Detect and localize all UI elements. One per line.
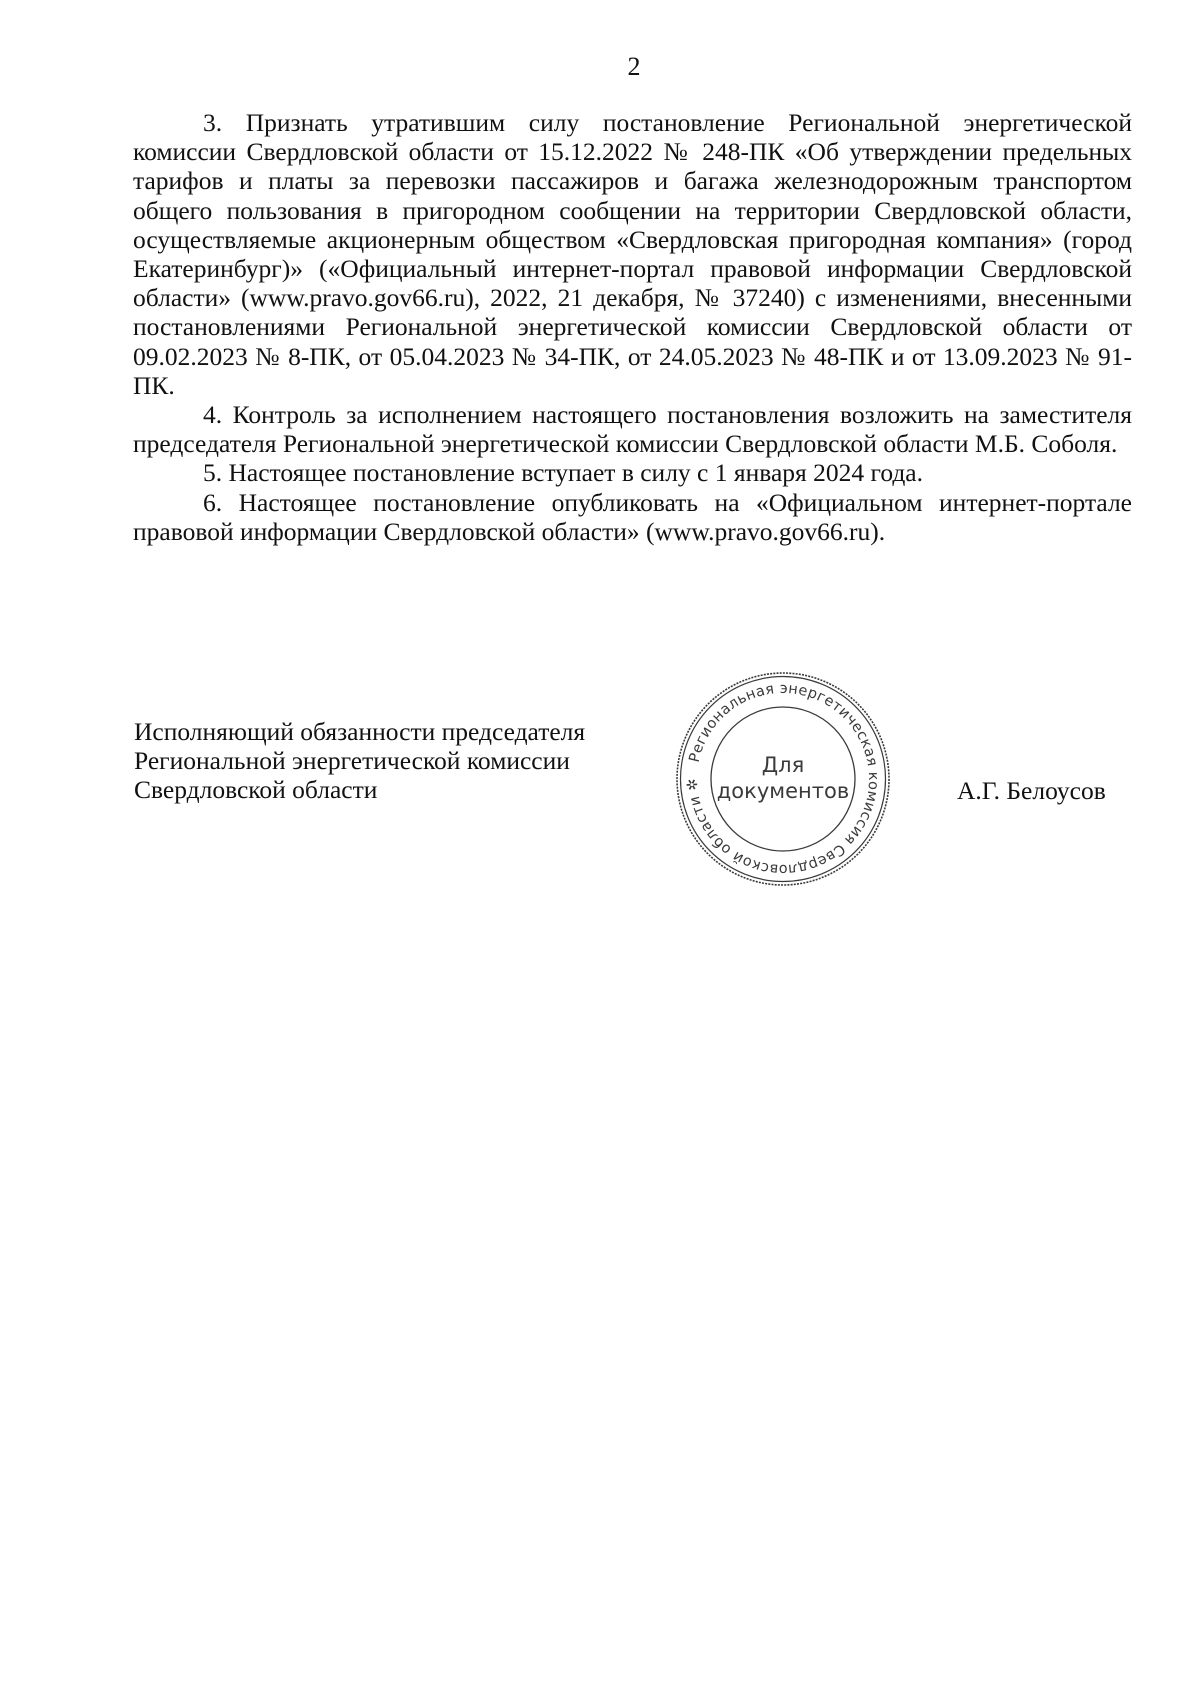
page-number: 2 [627, 52, 641, 81]
document-body [133, 108, 1132, 546]
paragraph-5: 5. Настоящее постановление вступает в силу с 1 января 2024 года. [203, 458, 924, 488]
official-stamp [672, 668, 894, 890]
signer-name: А.Г. Белоусов [957, 776, 1106, 805]
stamp-center-line: документов [716, 779, 850, 803]
paragraph-6: 6. Настоящее постановление опубликовать на «Официальном интернет-портале правовой информации Свердловской области» (www.pravo.gov66.ru). [133, 487, 1132, 546]
stamp-ring-text: Региональная энергетическая комиссия Свердловской области ✲ [684, 680, 882, 878]
signatory-title [134, 717, 585, 805]
signatory-title-line: Региональной энергетической комиссии [134, 746, 570, 776]
stamp-center-line: Для [761, 753, 805, 777]
paragraph-3: 3. Признать утратившим силу постановление Региональной энергетической комиссии Свердловской области от 15.12.2022 № 248-ПК «Об утверждении предельных тарифов и платы за перевозки пассажиров и багажа железнодорожным транспортом общего пользования в пригородном сообщении на территории Свердловской области, осуществляемые акционерным обществом «Свердловская пригородная компания» (город Екатеринбург)» («Официальный интернет-портал правовой информации Свердловской области» (www.pravo.gov66.ru), 2022, 21 декабря, № 37240) с изменениями, внесенными постановлениями Региональной энергетической комиссии Свердловской области от 09.02.2023 № 8-ПК, от 05.04.2023 № 34-ПК, от 24.05.2023 № 48-ПК и от 13.09.2023 № 91-ПК. [133, 108, 1132, 400]
paragraph-4: 4. Контроль за исполнением настоящего постановления возложить на заместителя председателя Региональной энергетической комиссии Свердловской области М.Б. Соболя. [133, 400, 1132, 459]
signatory-title-line: Свердловской области [134, 775, 378, 805]
signatory-title-line: Исполняющий обязанности председателя [134, 717, 586, 746]
